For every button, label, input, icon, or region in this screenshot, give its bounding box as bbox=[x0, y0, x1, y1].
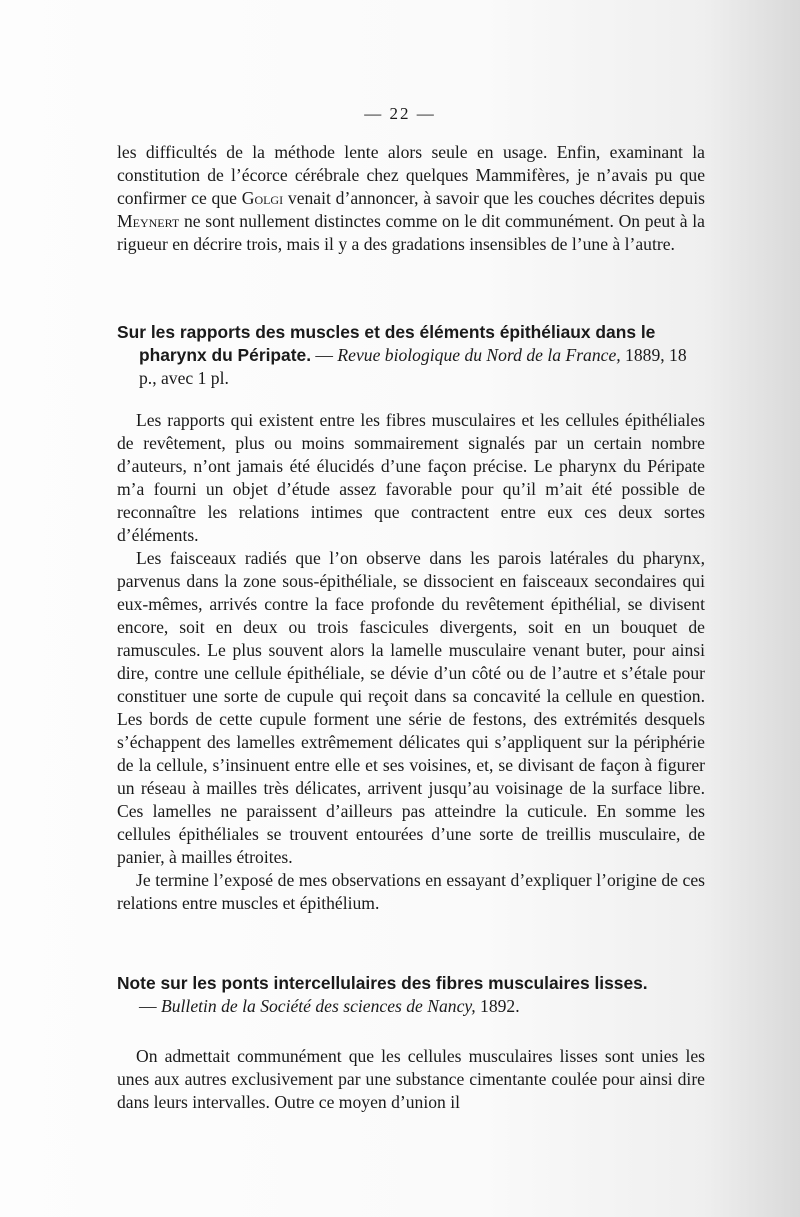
entry-1-paragraph-1: Les rapports qui existent entre les fibres musculaires et les cellules épithéliales de revêtement, plus ou moins sommairement signalés par un certain nombre d’auteurs, n’ont jamais été élucidés d’une façon précise. Le pharynx du Péripate m’a fourni un objet d’étude assez favorable pour qu’il m’ait été possible de reconnaître les relations intimes que contractent entre eux ces deux sortes d’éléments. bbox=[117, 410, 705, 545]
entry-1-journal: Revue biologique du Nord de la France, bbox=[337, 345, 621, 365]
intro-text-part: ne sont nullement distinctes comme on le dit communément. On peut à la rigueur en décrire trois, mais il y a des gradations insensibles de l’une à l’autre. bbox=[117, 211, 705, 254]
entry-2-title: Note sur les ponts intercellulaires des fibres musculaires lisses. bbox=[117, 973, 648, 993]
entry-1-body bbox=[117, 409, 705, 915]
intro-text bbox=[117, 141, 705, 256]
entry-1-dash: — bbox=[311, 345, 338, 365]
entry-2-journal: Bulletin de la Société des sciences de Nancy, bbox=[161, 996, 476, 1016]
entry-2-dash: — bbox=[139, 996, 161, 1016]
entry-1-paragraph-2: Les faisceaux radiés que l’on observe dans les parois latérales du pharynx, parvenus dans la zone sous-épithéliale, se dissocient en faisceaux secondaires qui eux-mêmes, arrivés contre la face profonde du revêtement épithélial, se divisent encore, soit en deux ou trois fascicules divergents, soit en un bouquet de ramuscules. Le plus souvent alors la lamelle musculaire venant buter, pour ainsi dire, contre une cellule épithéliale, se dévie d’un côté ou de l’autre et s’étale pour constituer une sorte de cupule qui reçoit dans sa concavité la cellule en question. Les bords de cette cupule forment une série de festons, des extrémités desquels s’échappent des lamelles extrêmement délicates qui s’appliquent sur la périphérie de la cellule, s’insinuent entre elle et ses voisines, et, se divisant de façon à figurer un réseau à mailles très délicates, arrivent jusqu’au voisinage de la surface libre. Ces lamelles ne paraissent d’ailleurs pas atteindre la cuticule. En somme les cellules épithéliales se trouvent entourées d’une sorte de treillis musculaire, de panier, à mailles étroites. bbox=[117, 548, 705, 867]
entry-2-heading bbox=[117, 972, 705, 1018]
intro-text-part: les difficultés de la méthode lente alors seule en usage. Enfin, examinant la constitution de l’écorce cérébrale chez quelques Mammifères, je n’avais pu que confirmer ce que bbox=[117, 142, 705, 208]
entry-1-paragraph-3: Je termine l’exposé de mes observations en essayant d’expliquer l’origine de ces relations entre muscles et épithélium. bbox=[117, 870, 705, 913]
intro-text-part: venait d’annoncer, à savoir que les couches décrites depuis bbox=[283, 188, 706, 208]
entry-1-details: 1889, 18 p., avec 1 pl. bbox=[139, 345, 687, 388]
author-name-meynert: Meynert bbox=[117, 211, 180, 231]
entry-2-paragraph-1: On admettait communément que les cellules musculaires lisses sont unies les unes aux autres exclusivement par une substance cimentante coulée pour ainsi dire dans leurs intervalles. Outre ce moyen d’union il bbox=[117, 1046, 705, 1112]
page-number: — 22 — bbox=[364, 104, 436, 123]
entry-2-details: 1892. bbox=[475, 996, 520, 1016]
author-name-golgi: Golgi bbox=[241, 188, 284, 208]
intro-paragraph bbox=[117, 141, 705, 256]
entry-1-heading bbox=[117, 321, 705, 390]
entry-2-body bbox=[117, 1045, 705, 1114]
entry-1-title: Sur les rapports des muscles et des éléments épithéliaux dans le pharynx du Péripate. bbox=[117, 322, 656, 365]
